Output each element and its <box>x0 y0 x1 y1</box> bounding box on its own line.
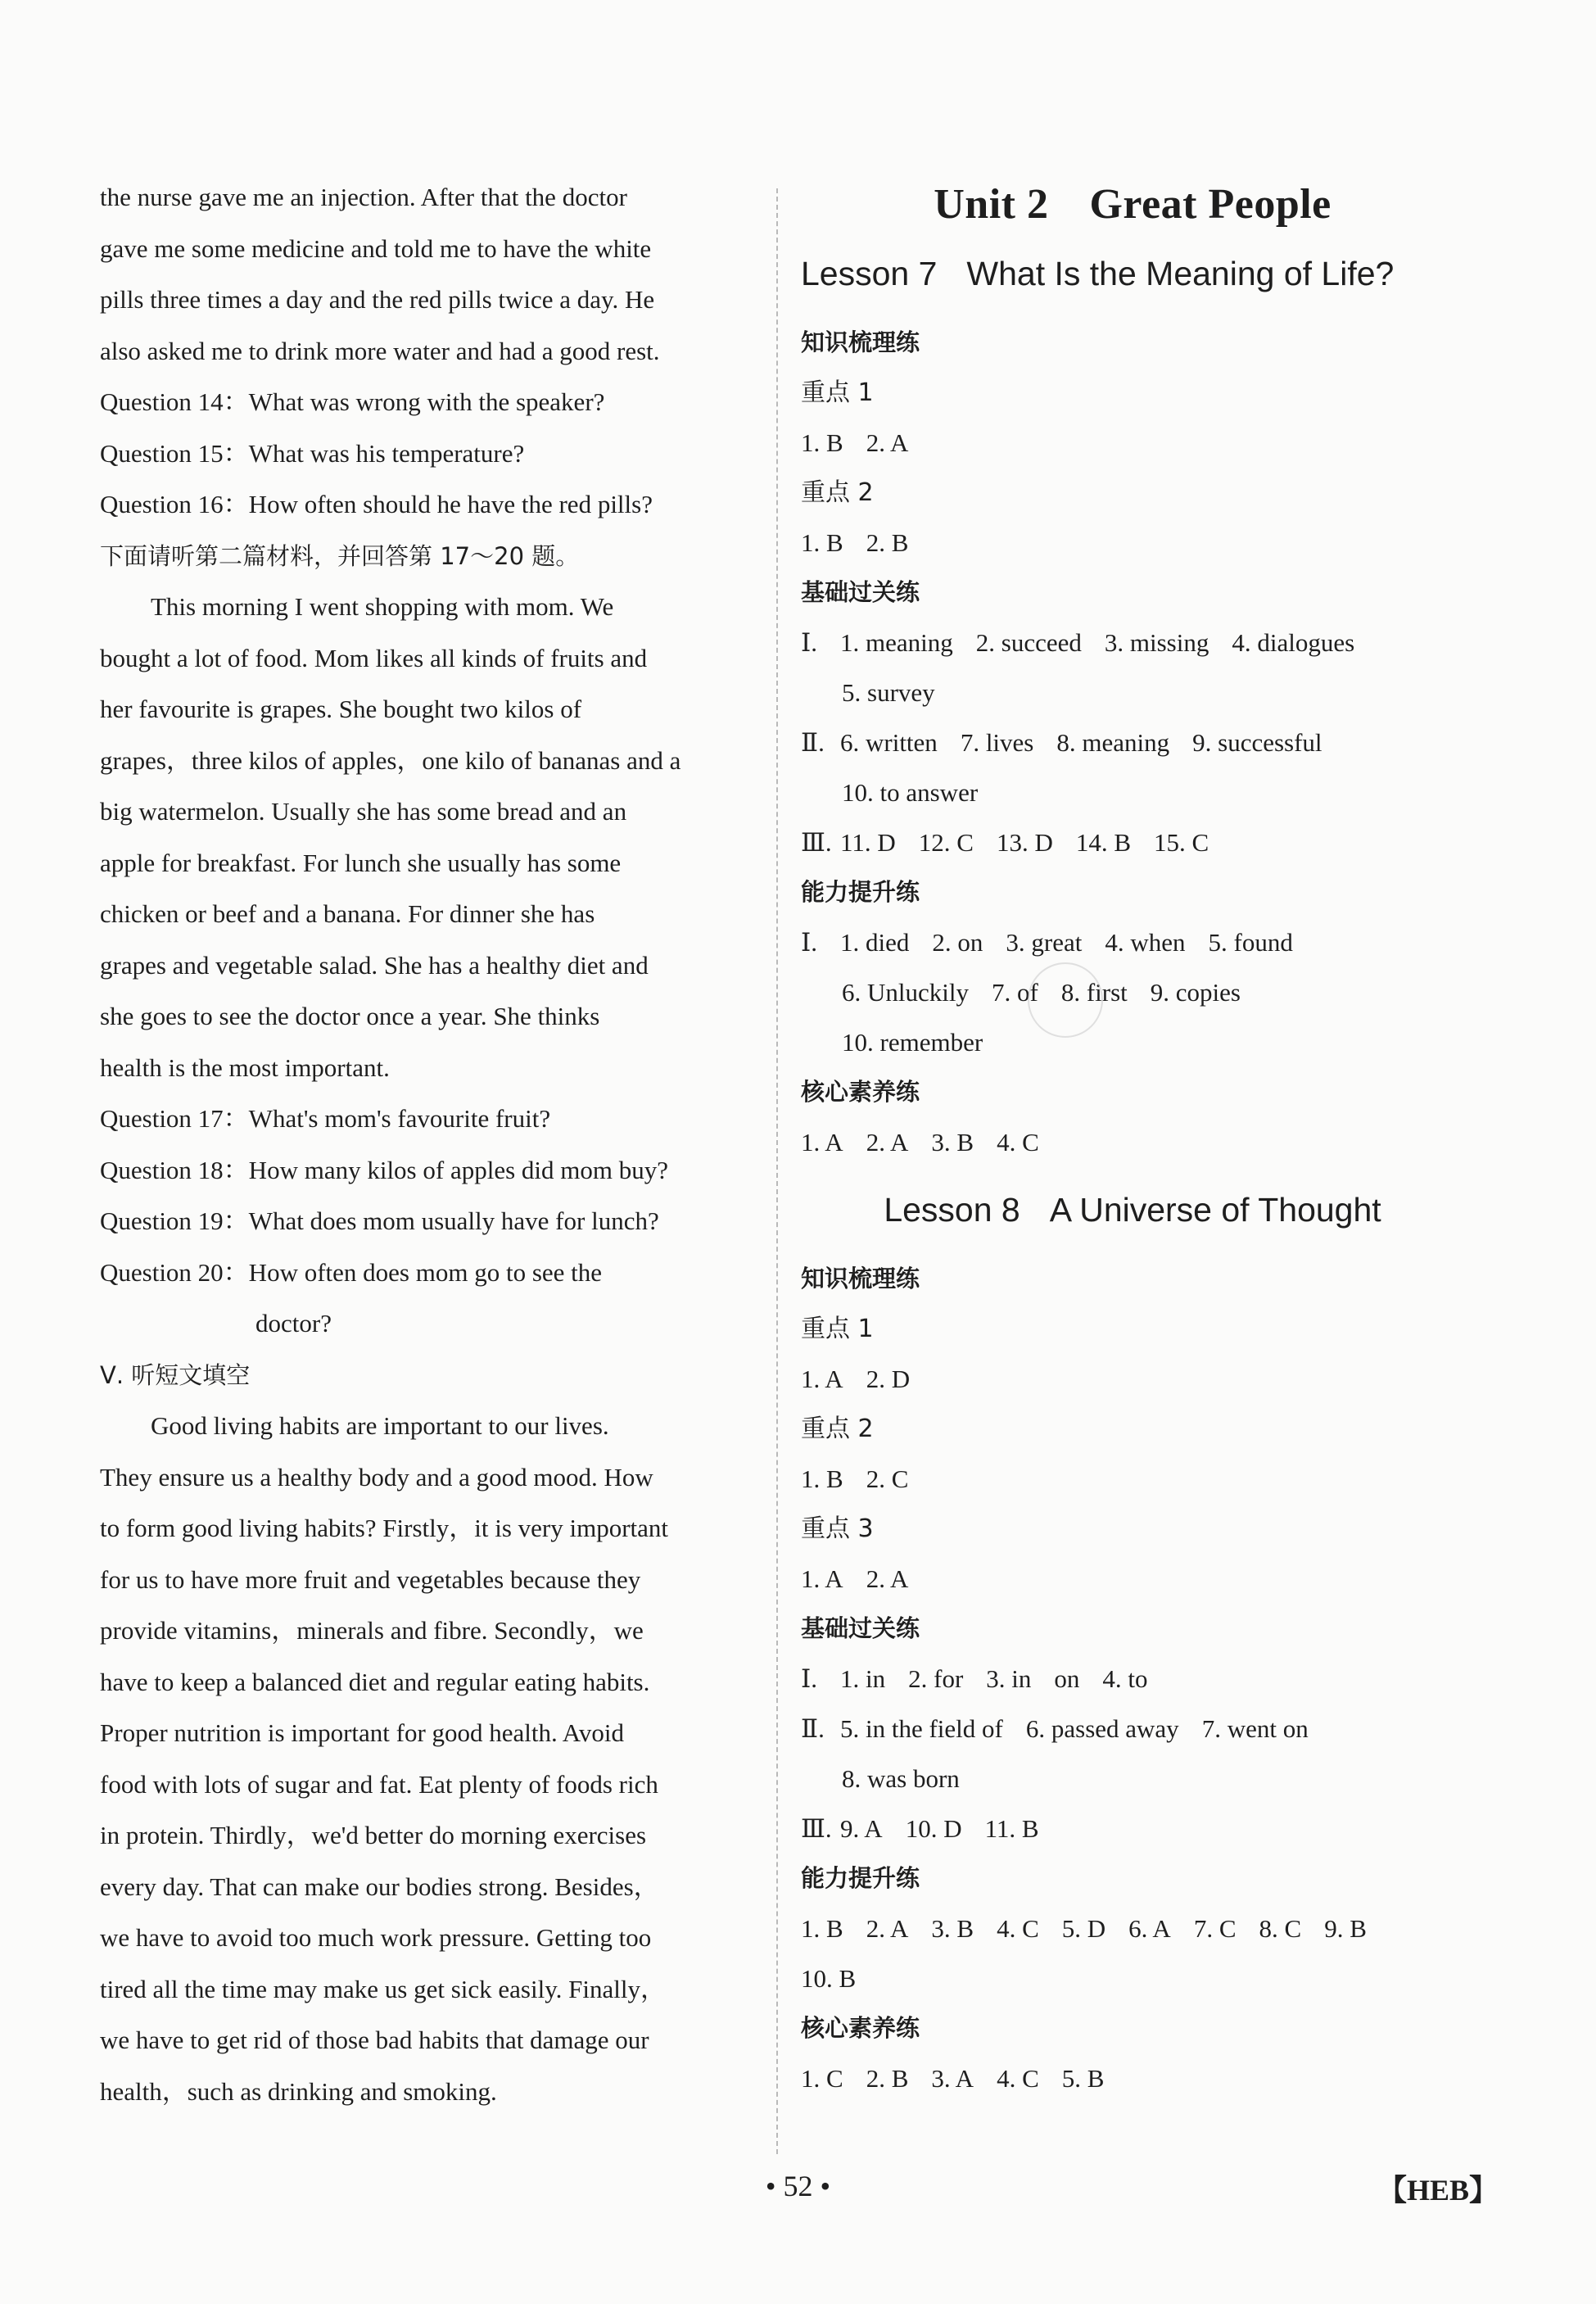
answer-row-continued <box>801 967 1464 1017</box>
answer: 4. C <box>997 1128 1039 1157</box>
listening-transcript-2 <box>100 582 751 1093</box>
answer: 7. C <box>1193 1914 1237 1943</box>
question-item: Question 17：What's mom's favourite fruit? <box>100 1104 551 1133</box>
answer-row <box>801 418 1464 468</box>
text-line: the nurse gave me an injection. After that the doctor <box>100 183 627 211</box>
text-line: provide vitamins，minerals and fibre. Secondly，we <box>100 1616 644 1645</box>
roman-numeral: Ⅲ. <box>801 1814 832 1843</box>
section-heading: 基础过关练 <box>801 1614 920 1642</box>
unit-title <box>801 172 1464 238</box>
question-item: Question 16：How often should he have the red pills? <box>100 490 653 518</box>
answer-row <box>801 2053 1464 2103</box>
text-line: every day. That can make our bodies strong. Besides， <box>100 1872 659 1901</box>
answer: 6. passed away <box>1025 1714 1179 1743</box>
answer: 3. A <box>931 2064 974 2093</box>
answer: 10. D <box>905 1814 962 1843</box>
answer: 8. C <box>1259 1914 1302 1943</box>
text-line: bought a lot of food. Mom likes all kinds of fruits and <box>100 643 648 672</box>
answer: on <box>1054 1664 1080 1693</box>
text-line: Proper nutrition is important for good health. Avoid <box>100 1718 625 1747</box>
text-line: gave me some medicine and told me to have the white <box>100 233 652 263</box>
listening-transcript-3 <box>100 1401 751 2117</box>
answer: 3. B <box>931 1914 974 1943</box>
section-heading: 能力提升练 <box>801 878 920 906</box>
answer-row <box>801 1953 1464 2003</box>
answer-row <box>801 717 1464 767</box>
left-column <box>100 172 751 2117</box>
text-line: apple for breakfast. For lunch she usually has some <box>100 848 622 877</box>
answer: 14. B <box>1075 828 1132 857</box>
text-line: pills three times a day and the red pills twice a day. He <box>100 285 655 314</box>
answer: 8. was born <box>842 1764 960 1793</box>
answer: 2. B <box>866 528 909 557</box>
answer: 2. D <box>866 1365 911 1393</box>
question-item-continued: doctor? <box>255 1309 332 1338</box>
lesson-number: Lesson 8 <box>884 1191 1020 1229</box>
key-point-label: 重点 1 <box>801 378 874 407</box>
key-point-label: 重点 3 <box>801 1514 874 1543</box>
answer: 5. B <box>1061 2064 1105 2093</box>
roman-numeral: Ⅱ. <box>801 728 825 757</box>
answer-row <box>801 618 1464 668</box>
text-line: big watermelon. Usually she has some bread and an <box>100 797 627 826</box>
section-heading: 核心素养练 <box>801 1078 920 1106</box>
question-item: Question 19：What does mom usually have for lunch? <box>100 1206 659 1235</box>
answer: 4. when <box>1105 928 1186 957</box>
lesson-name: A Universe of Thought <box>1049 1191 1381 1229</box>
answer: 2. A <box>866 1564 909 1593</box>
section-heading: 核心素养练 <box>801 2014 920 2042</box>
text-line: health is the most important. <box>100 1052 390 1082</box>
answer: 1. died <box>840 928 910 957</box>
text-line: we have to get rid of those bad habits that damage our <box>100 2026 649 2054</box>
text-line: we have to avoid too much work pressure. Getting too <box>100 1923 652 1952</box>
answer: 3. great <box>1006 928 1083 957</box>
text-line: in protein. Thirdly，we'd better do morning exercises <box>100 1821 647 1849</box>
lesson-name: What Is the Meaning of Life? <box>966 255 1395 292</box>
answer: 4. C <box>997 1914 1039 1943</box>
lesson-7 <box>801 246 1464 1167</box>
key-point-label: 重点 2 <box>801 1415 874 1443</box>
answer: 9. successful <box>1192 728 1322 757</box>
answer: 5. found <box>1208 928 1293 957</box>
answer: 5. D <box>1061 1914 1106 1943</box>
answer-row-continued <box>801 1754 1464 1804</box>
column-divider <box>776 188 778 2154</box>
answer: 2. C <box>866 1464 909 1493</box>
roman-numeral: Ⅰ. <box>801 928 817 957</box>
watermark-stamp-icon <box>1028 962 1103 1038</box>
section-heading: 知识梳理练 <box>801 1265 920 1292</box>
question-item: Question 20：How often does mom go to see the <box>100 1257 603 1287</box>
roman-numeral: Ⅰ. <box>801 1664 817 1693</box>
text-line: for us to have more fruit and vegetables because they <box>100 1564 641 1594</box>
text-line: Good living habits are important to our lives. <box>151 1411 609 1440</box>
instruction-line: 下面请听第二篇材料，并回答第 17～20 题。 <box>100 541 580 570</box>
answer-row <box>801 1454 1464 1504</box>
section-heading-v: Ⅴ. 听短文填空 <box>100 1360 251 1389</box>
answer: 11. D <box>840 828 896 857</box>
answer: 1. B <box>801 528 843 557</box>
answer: 6. Unluckily <box>842 978 969 1007</box>
answer: 7. lives <box>960 728 1034 757</box>
question-item: Question 18：How many kilos of apples did mom buy? <box>100 1155 668 1184</box>
answer-row <box>801 1554 1464 1604</box>
text-line: This morning I went shopping with mom. We <box>151 592 614 621</box>
lesson-8 <box>801 1182 1464 2103</box>
question-list-a <box>100 377 751 531</box>
answer: 11. B <box>984 1814 1039 1843</box>
edition-tag: 【HEB】 <box>1377 2174 1499 2207</box>
answer: 4. C <box>997 2064 1039 2093</box>
key-point-label: 重点 2 <box>801 478 874 507</box>
key-point-label: 重点 1 <box>801 1315 874 1343</box>
answer: 1. meaning <box>840 628 953 657</box>
answer: 2. A <box>866 428 909 457</box>
answer: 9. B <box>1324 1914 1367 1943</box>
answer: 1. B <box>801 1464 843 1493</box>
answer-row <box>801 1804 1464 1854</box>
answer: 5. in the field of <box>840 1714 1003 1743</box>
answer: 15. C <box>1154 828 1209 857</box>
answer-row <box>801 817 1464 867</box>
text-line: health，such as drinking and smoking. <box>100 2076 497 2106</box>
answer-row <box>801 1354 1464 1404</box>
answer-row <box>801 1903 1464 1953</box>
text-line: grapes and vegetable salad. She has a healthy diet and <box>100 950 649 980</box>
answer: 2. succeed <box>975 628 1082 657</box>
answer-row <box>801 518 1464 568</box>
roman-numeral: Ⅰ. <box>801 628 817 657</box>
answer: 2. B <box>866 2064 909 2093</box>
text-line: to form good living habits? Firstly，it is very important <box>100 1514 669 1542</box>
section-heading: 知识梳理练 <box>801 328 920 356</box>
answer: 10. to answer <box>842 778 979 807</box>
answer: 2. for <box>908 1664 964 1693</box>
answer: 7. went on <box>1201 1714 1309 1743</box>
answer: 8. first <box>1060 978 1128 1007</box>
text-line: grapes，three kilos of apples，one kilo of bananas and a <box>100 745 681 775</box>
answer: 3. B <box>931 1128 974 1157</box>
answer: 2. A <box>866 1128 909 1157</box>
roman-numeral: Ⅲ. <box>801 828 832 857</box>
answer: 5. survey <box>842 678 935 707</box>
answer: 1. B <box>801 1914 843 1943</box>
answer: 12. C <box>918 828 974 857</box>
answer: 13. D <box>996 828 1053 857</box>
answer-row-continued <box>801 668 1464 717</box>
answer: 1. A <box>801 1365 843 1393</box>
answer-row <box>801 917 1464 967</box>
right-column <box>801 172 1464 2103</box>
text-line: food with lots of sugar and fat. Eat plenty of foods rich <box>100 1769 658 1799</box>
answer: 4. to <box>1102 1664 1148 1693</box>
listening-transcript-1 <box>100 172 751 377</box>
answer: 6. A <box>1128 1914 1171 1943</box>
lesson-title <box>801 1182 1464 1238</box>
text-line: her favourite is grapes. She bought two kilos of <box>100 695 582 723</box>
answer: 1. A <box>801 1564 843 1593</box>
answer: 10. B <box>801 1964 857 1993</box>
answer: 6. written <box>840 728 938 757</box>
text-line: They ensure us a healthy body and a good mood. How <box>100 1462 653 1491</box>
question-list-b <box>100 1093 751 1350</box>
text-line: she goes to see the doctor once a year. She thinks <box>100 1002 600 1030</box>
lesson-title <box>801 246 1464 301</box>
roman-numeral: Ⅱ. <box>801 1714 825 1743</box>
answer-row <box>801 1117 1464 1167</box>
text-line: tired all the time may make us get sick easily. Finally， <box>100 1974 667 2003</box>
question-item: Question 15：What was his temperature? <box>100 438 525 468</box>
answer: 9. A <box>840 1814 883 1843</box>
page-number: • 52 • <box>765 2170 831 2202</box>
answer: 1. A <box>801 1128 843 1157</box>
answer-row-continued <box>801 767 1464 817</box>
answer-row-continued <box>801 1017 1464 1067</box>
answer: 4. dialogues <box>1232 628 1355 657</box>
answer: 1. B <box>801 428 843 457</box>
text-line: have to keep a balanced diet and regular eating habits. <box>100 1667 650 1696</box>
section-heading: 能力提升练 <box>801 1864 920 1892</box>
lesson-number: Lesson 7 <box>801 255 938 292</box>
answer-row <box>801 1704 1464 1754</box>
answer: 1. C <box>801 2064 843 2093</box>
text-line: also asked me to drink more water and had a good rest. <box>100 336 660 365</box>
text-line: chicken or beef and a banana. For dinner she has <box>100 899 595 928</box>
answer: 3. missing <box>1104 628 1209 657</box>
unit-number: Unit 2 <box>934 181 1049 228</box>
answer: 2. A <box>866 1914 909 1943</box>
unit-name: Great People <box>1089 181 1332 228</box>
answer: 10. remember <box>842 1028 983 1057</box>
answer: 1. in <box>840 1664 886 1693</box>
answer: 7. of <box>992 978 1038 1007</box>
answer: 8. meaning <box>1056 728 1170 757</box>
answer-row <box>801 1654 1464 1704</box>
answer: 9. copies <box>1150 978 1241 1007</box>
answer: 2. on <box>932 928 983 957</box>
question-item: Question 14：What was wrong with the speaker? <box>100 387 605 416</box>
answer: 3. in <box>986 1664 1032 1693</box>
section-heading: 基础过关练 <box>801 578 920 606</box>
